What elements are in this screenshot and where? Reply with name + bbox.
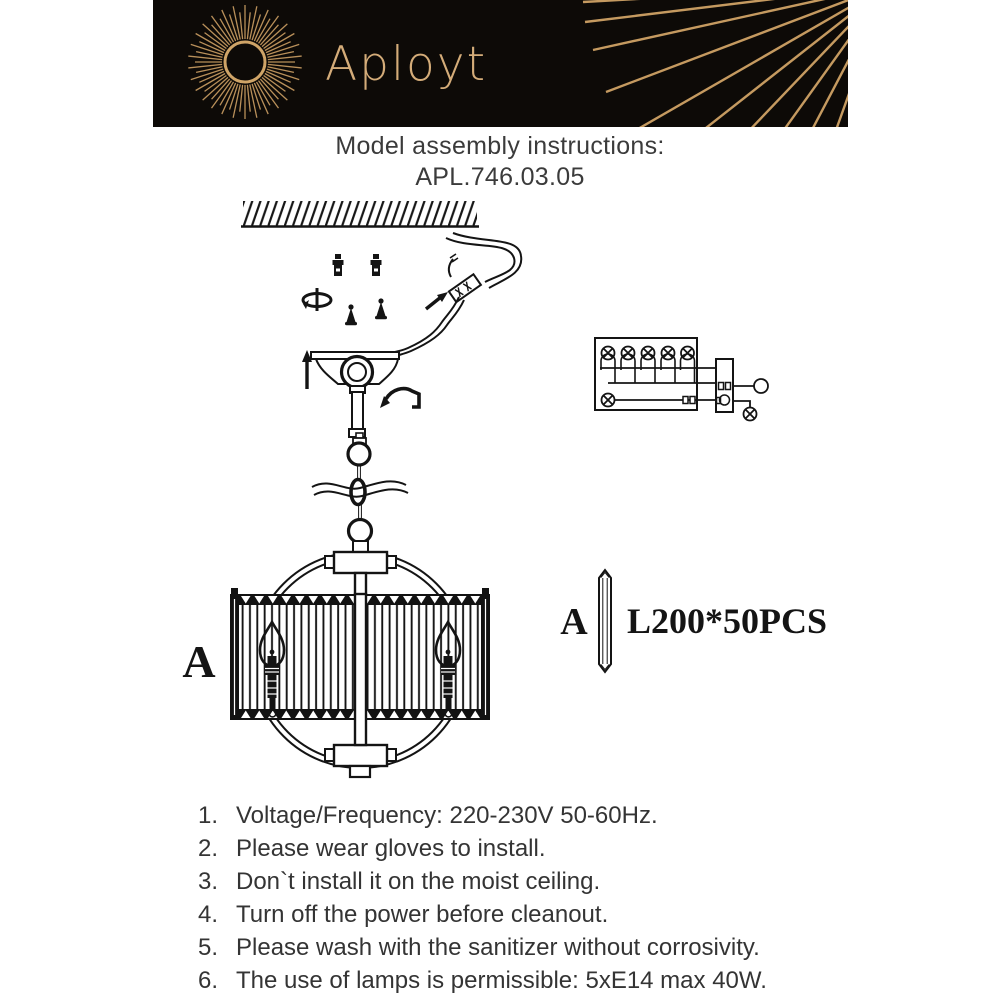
neutral-terminal-symbol xyxy=(754,379,768,393)
crystal-rod-icon xyxy=(599,570,611,672)
item-text: Voltage/Frequency: 220-230V 50-60Hz. xyxy=(236,802,658,829)
item-number: 2. xyxy=(198,835,219,862)
screw-icons xyxy=(345,298,387,325)
wiring-diagram xyxy=(595,338,768,421)
instruction-item xyxy=(198,799,818,832)
ceiling-canopy xyxy=(311,352,399,437)
lamp-symbol-aux xyxy=(744,408,757,421)
lamp-symbols xyxy=(601,347,695,384)
item-number: 4. xyxy=(198,901,219,928)
instruction-item xyxy=(198,832,818,865)
rotate-hook-arrow-icon xyxy=(380,389,419,408)
page-title: Model assembly instructions: xyxy=(335,132,665,160)
item-text: The use of lamps is permissible: 5xE14 max 40W. xyxy=(236,967,767,994)
item-number: 1. xyxy=(198,802,219,829)
model-number: APL.746.03.05 xyxy=(415,163,585,191)
ceiling-hatch xyxy=(241,201,479,227)
instruction-item xyxy=(198,964,818,997)
legend-label-a: A xyxy=(560,601,588,643)
rotate-symbol-icon xyxy=(303,288,331,311)
wall-anchor-icons xyxy=(333,254,382,276)
wire-connector xyxy=(387,233,521,357)
crystal-legend xyxy=(560,570,827,672)
hanging-chain xyxy=(312,433,408,552)
part-label-a: A xyxy=(182,636,216,687)
item-text: Don`t install it on the moist ceiling. xyxy=(236,868,601,895)
item-number: 5. xyxy=(198,934,219,961)
instruction-item xyxy=(198,865,818,898)
item-number: 3. xyxy=(198,868,219,895)
legend-spec: L200*50PCS xyxy=(627,601,828,641)
instruction-item xyxy=(198,898,818,931)
brand-name: Aployt xyxy=(325,37,488,92)
instruction-item xyxy=(198,931,818,964)
terminal-block xyxy=(716,359,733,412)
item-number: 6. xyxy=(198,967,219,994)
item-text: Please wash with the sanitizer without corrosivity. xyxy=(236,934,760,961)
center-pole xyxy=(355,594,366,745)
item-text: Turn off the power before cleanout. xyxy=(236,901,609,928)
item-text: Please wear gloves to install. xyxy=(236,835,546,862)
instructions-list xyxy=(198,799,818,997)
